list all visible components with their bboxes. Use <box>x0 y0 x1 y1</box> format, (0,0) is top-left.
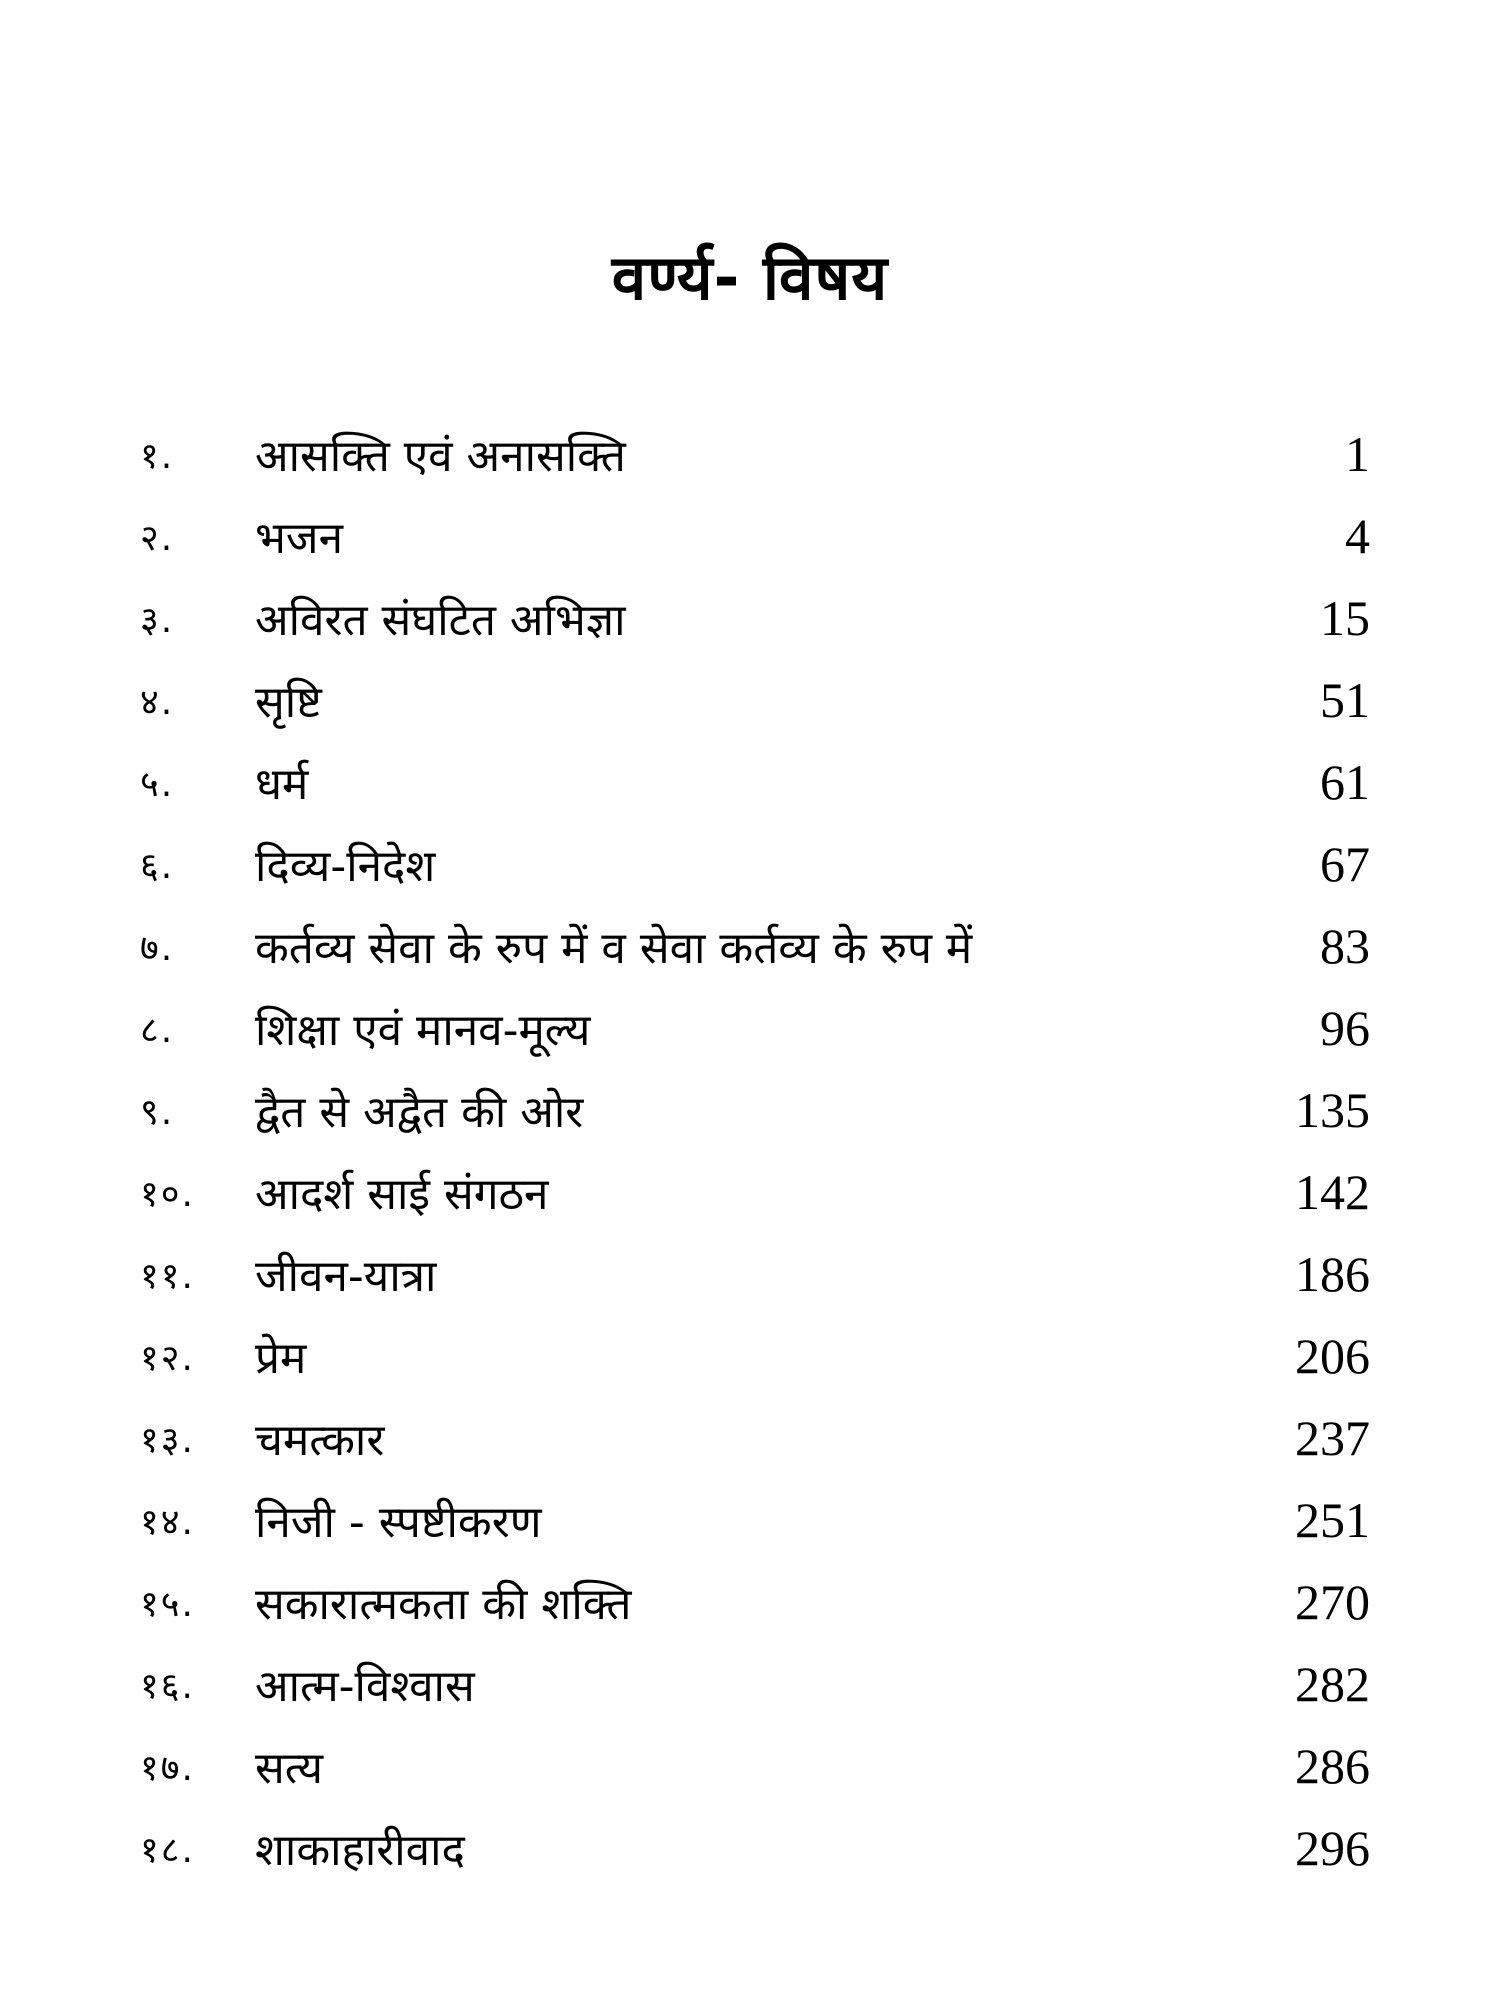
toc-entry-page: 186 <box>1295 1246 1370 1302</box>
toc-entry-page: 83 <box>1320 918 1370 974</box>
toc-entry <box>140 1069 1370 1151</box>
toc-entry-number: १५. <box>140 1583 195 1625</box>
toc-entry-number: ५. <box>140 763 175 805</box>
toc-entry <box>140 659 1370 741</box>
toc-entry-title: सृष्टि <box>255 677 322 728</box>
toc-entry <box>140 495 1370 577</box>
toc-entry-title: भजन <box>255 513 343 564</box>
toc-entry <box>140 413 1370 495</box>
toc-entry-title: आत्म-विश्वास <box>255 1661 475 1712</box>
toc-entry-number: १. <box>140 435 175 477</box>
toc-entry <box>140 1807 1370 1889</box>
toc-entry-page: 135 <box>1295 1082 1370 1138</box>
toc-entry-number: १६. <box>140 1665 195 1707</box>
toc-entry-page: 206 <box>1295 1328 1370 1384</box>
toc-entry-title: दिव्य-निदेश <box>255 841 436 892</box>
toc-entry-title: शिक्षा एवं मानव-मूल्य <box>255 1005 591 1056</box>
toc-entry-page: 67 <box>1320 836 1370 892</box>
toc-entry-page: 15 <box>1320 590 1370 646</box>
toc-entry <box>140 987 1370 1069</box>
toc-entry-number: ४. <box>140 681 175 723</box>
toc-entry-page: 142 <box>1295 1164 1370 1220</box>
toc-entry-page: 251 <box>1295 1492 1370 1548</box>
toc-entry-title: द्वैत से अद्वैत की ओर <box>255 1087 584 1138</box>
toc-entry <box>140 1725 1370 1807</box>
toc-entry-title: चमत्कार <box>255 1415 385 1466</box>
toc-entry-page: 96 <box>1320 1000 1370 1056</box>
toc-entry-number: ८. <box>140 1009 175 1051</box>
toc-entry-number: १०. <box>140 1173 195 1215</box>
toc-entry-title: सत्य <box>255 1743 324 1794</box>
toc-entry-number: १३. <box>140 1419 195 1461</box>
toc-entry-title: प्रेम <box>255 1333 307 1384</box>
toc-entry-title: शाकाहारीवाद <box>255 1825 465 1876</box>
toc-entry <box>140 1397 1370 1479</box>
toc-entry <box>140 1151 1370 1233</box>
toc-entry-number: १४. <box>140 1501 195 1543</box>
toc-entry <box>140 577 1370 659</box>
toc-entry-title: आदर्श साई संगठन <box>255 1169 549 1220</box>
toc-entry <box>140 1643 1370 1725</box>
toc-entry-page: 61 <box>1320 754 1370 810</box>
table-of-contents <box>140 413 1370 1889</box>
toc-entry-page: 51 <box>1320 672 1370 728</box>
toc-entry <box>140 1233 1370 1315</box>
toc-entry <box>140 741 1370 823</box>
toc-entry-page: 286 <box>1295 1738 1370 1794</box>
toc-entry <box>140 905 1370 987</box>
toc-entry-page: 237 <box>1295 1410 1370 1466</box>
toc-entry-number: ९. <box>140 1091 175 1133</box>
toc-entry <box>140 1315 1370 1397</box>
toc-entry-number: ६. <box>140 845 175 887</box>
toc-entry-page: 4 <box>1345 508 1370 564</box>
toc-entry <box>140 1561 1370 1643</box>
toc-entry-title: आसक्ति एवं अनासक्ति <box>255 431 626 482</box>
toc-entry <box>140 823 1370 905</box>
toc-entry-page: 282 <box>1295 1656 1370 1712</box>
toc-entry-page: 1 <box>1345 426 1370 482</box>
toc-entry-number: १८. <box>140 1829 195 1871</box>
toc-entry-title: धर्म <box>255 759 309 810</box>
toc-entry-page: 296 <box>1295 1820 1370 1876</box>
toc-entry-title: सकारात्मकता की शक्ति <box>255 1579 632 1630</box>
toc-entry-number: ७. <box>140 927 175 969</box>
toc-entry-number: १२. <box>140 1337 195 1379</box>
toc-entry-title: जीवन-यात्रा <box>255 1251 437 1302</box>
toc-entry-number: २. <box>140 517 175 559</box>
toc-entry-title: अविरत संघटित अभिज्ञा <box>255 595 626 646</box>
toc-entry-number: ३. <box>140 599 175 641</box>
toc-entry <box>140 1479 1370 1561</box>
toc-entry-title: कर्तव्य सेवा के रुप में व सेवा कर्तव्य के रुप में <box>255 923 973 974</box>
toc-entry-title: निजी - स्पष्टीकरण <box>255 1497 542 1548</box>
toc-entry-number: १७. <box>140 1747 195 1789</box>
toc-entry-page: 270 <box>1295 1574 1370 1630</box>
page-title: वर्ण्य- विषय <box>611 241 889 314</box>
toc-entry-number: ११. <box>140 1255 195 1297</box>
